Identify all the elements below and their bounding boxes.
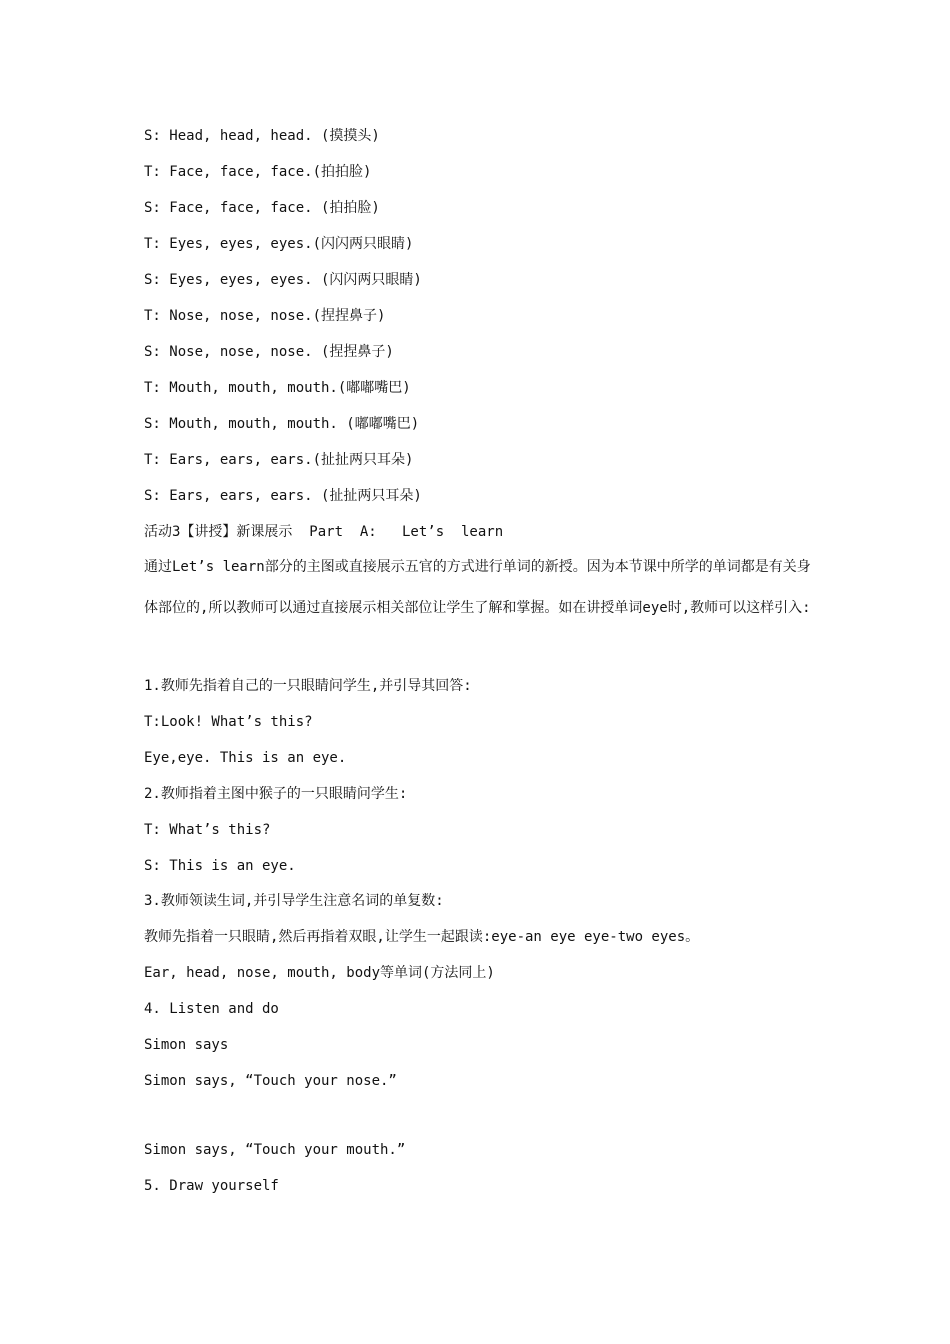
step-line: T:Look! What’s this? bbox=[144, 714, 313, 730]
step-line: Simon says, “Touch your nose.” bbox=[144, 1073, 397, 1089]
step-line: T: What’s this? bbox=[144, 822, 271, 838]
step-line: 4. Listen and do bbox=[144, 1001, 279, 1017]
dialogue-line: T: Eyes, eyes, eyes.(闪闪两只眼睛) bbox=[144, 236, 414, 252]
activity-heading: 活动3【讲授】新课展示 Part A: Let’s learn bbox=[144, 524, 504, 540]
dialogue-line: T: Face, face, face.(拍拍脸) bbox=[144, 164, 372, 180]
intro-paragraph: 通过Let’s learn部分的主图或直接展示五官的方式进行单词的新授。因为本节课中所学的单词都是有关身体部位的,所以教师可以通过直接展示相关部位让学生了解和掌握。如在讲授单词eye时,教师可以这样引入: bbox=[144, 559, 811, 616]
dialogue-line: T: Ears, ears, ears.(扯扯两只耳朵) bbox=[144, 452, 414, 468]
step-line: Eye,eye. This is an eye. bbox=[144, 750, 347, 766]
step-line: 1.教师先指着自己的一只眼睛问学生,并引导其回答: bbox=[144, 678, 472, 694]
step-line: 5. Draw yourself bbox=[144, 1178, 279, 1194]
dialogue-line: T: Mouth, mouth, mouth.(嘟嘟嘴巴) bbox=[144, 380, 411, 396]
dialogue-line: S: Face, face, face. (拍拍脸) bbox=[144, 200, 380, 216]
dialogue-line: S: Eyes, eyes, eyes. (闪闪两只眼睛) bbox=[144, 272, 422, 288]
dialogue-line: S: Nose, nose, nose. (捏捏鼻子) bbox=[144, 344, 394, 360]
dialogue-line: S: Head, head, head. (摸摸头) bbox=[144, 128, 380, 144]
dialogue-line: S: Ears, ears, ears. (扯扯两只耳朵) bbox=[144, 488, 422, 504]
dialogue-line: T: Nose, nose, nose.(捏捏鼻子) bbox=[144, 308, 386, 324]
dialogue-line: S: Mouth, mouth, mouth. (嘟嘟嘴巴) bbox=[144, 416, 420, 432]
step-line: Simon says, “Touch your mouth.” bbox=[144, 1142, 406, 1158]
step-line: S: This is an eye. bbox=[144, 858, 296, 874]
step-line: 3.教师领读生词,并引导学生注意名词的单复数: bbox=[144, 893, 444, 909]
step-line: Simon says bbox=[144, 1037, 229, 1053]
step-line: 2.教师指着主图中猴子的一只眼睛问学生: bbox=[144, 786, 408, 802]
step-line: 教师先指着一只眼睛,然后再指着双眼,让学生一起跟读:eye-an eye eye-two eyes。 bbox=[144, 929, 700, 945]
step-line: Ear, head, nose, mouth, body等单词(方法同上) bbox=[144, 965, 495, 981]
